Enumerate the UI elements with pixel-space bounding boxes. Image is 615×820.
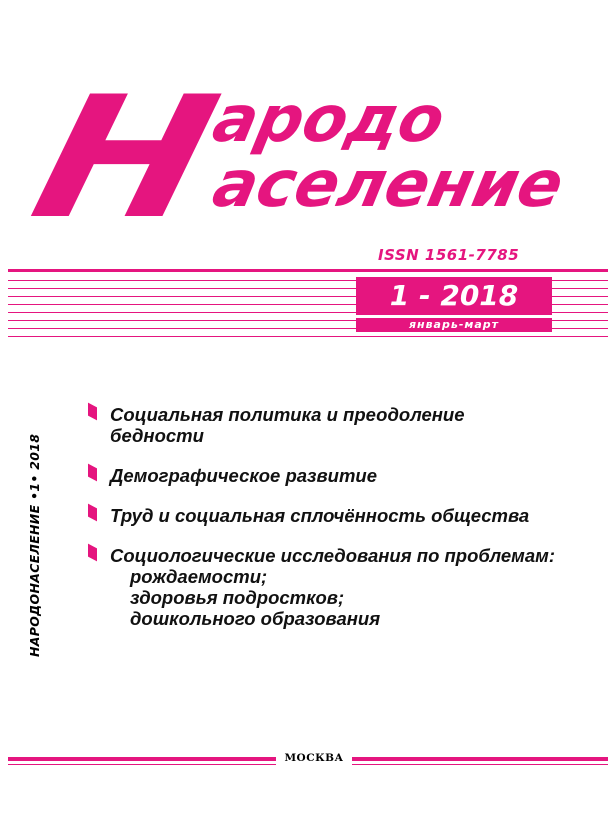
city-name: МОСКВА — [284, 752, 344, 764]
issue-period: январь-март — [408, 318, 500, 331]
spine-title: НАРОДОНАСЕЛЕНИЕ •1• 2018 — [27, 433, 42, 657]
bullet-icon — [88, 464, 97, 482]
topic-subline: дошкольного образования — [130, 608, 381, 629]
topics-list — [88, 404, 588, 648]
topic-item — [88, 404, 588, 446]
topic-line: Социальная политика и преодоление — [110, 404, 465, 425]
logo-word-top: ародо — [206, 83, 452, 157]
topic-line: бедности — [110, 425, 204, 446]
topic-item — [88, 505, 588, 526]
bullet-icon — [88, 504, 97, 522]
topic-subline: рождаемости; — [130, 566, 268, 587]
issue-period-box — [356, 318, 552, 332]
topic-line: Социологические исследования по проблемам: — [110, 545, 555, 566]
topic-item — [88, 545, 588, 629]
bullet-icon — [88, 544, 97, 562]
issue-number-year: 1 - 2018 — [389, 279, 519, 312]
topic-line: Труд и социальная сплочённость общества — [110, 505, 530, 526]
issue-number-box — [356, 277, 552, 315]
logo-letter: Н — [16, 60, 225, 256]
bullet-icon — [88, 403, 97, 421]
topic-subline: здоровья подростков; — [130, 587, 345, 608]
issn-number: ISSN 1561-7785 — [378, 246, 520, 264]
topic-item — [88, 465, 588, 486]
logo-word-bottom: аселение — [206, 148, 570, 222]
topic-line: Демографическое развитие — [110, 465, 378, 486]
